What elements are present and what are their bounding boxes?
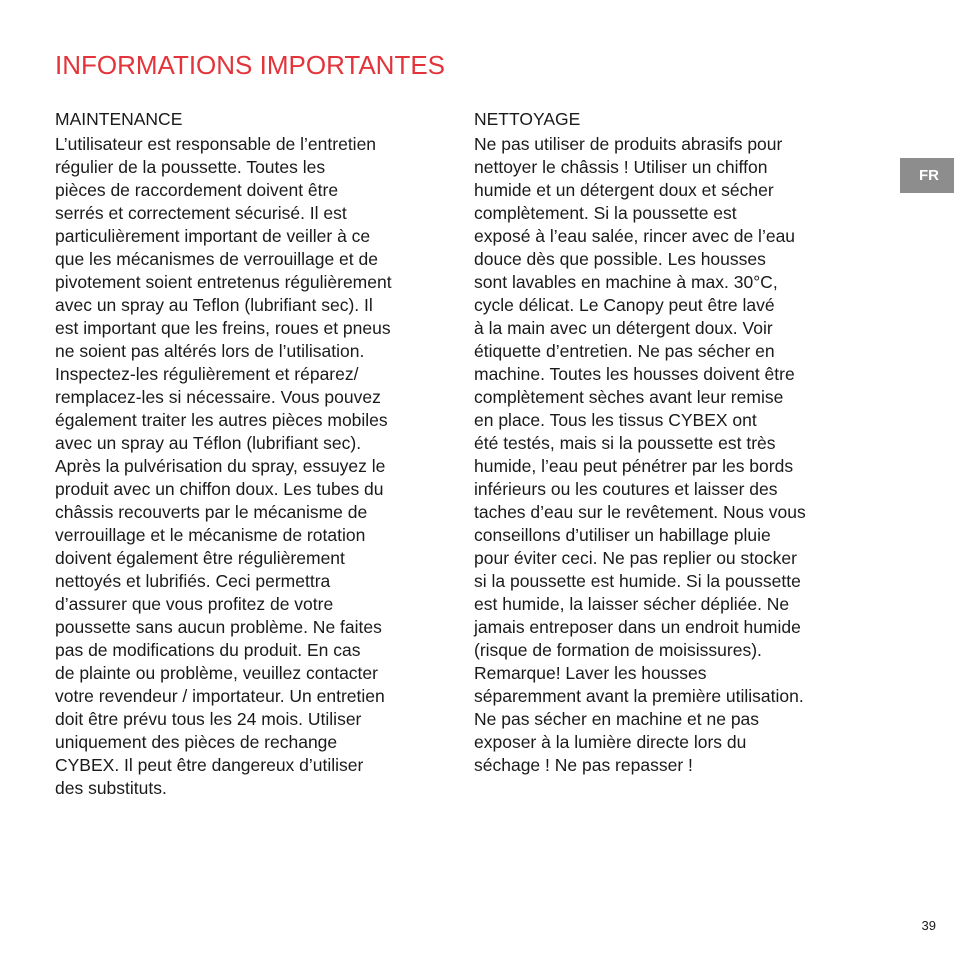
nettoyage-line: est humide, la laisser sécher dépliée. Ne (474, 594, 790, 614)
nettoyage-line: sont lavables en machine à max. 30°C, (474, 272, 778, 292)
nettoyage-body (474, 133, 859, 777)
nettoyage-line: Ne pas utiliser de produits abrasifs pour (474, 134, 783, 154)
maintenance-line: verrouillage et le mécanisme de rotation (55, 525, 366, 545)
nettoyage-line: humide et un détergent doux et sécher (474, 180, 774, 200)
page-number: 39 (921, 918, 936, 933)
maintenance-line: particulièrement important de veiller à ce (55, 226, 371, 246)
page-title: INFORMATIONS IMPORTANTES (55, 50, 446, 80)
nettoyage-line: Remarque! Laver les housses (474, 663, 707, 683)
nettoyage-line: cycle délicat. Le Canopy peut être lavé (474, 295, 775, 315)
maintenance-line: ne soient pas altérés lors de l’utilisation. (55, 341, 365, 361)
maintenance-line: châssis recouverts par le mécanisme de (55, 502, 368, 522)
maintenance-line: votre revendeur / importateur. Un entretien (55, 686, 385, 706)
nettoyage-line: si la poussette est humide. Si la poussette (474, 571, 801, 591)
maintenance-line: remplacez-les si nécessaire. Vous pouvez (55, 387, 381, 407)
nettoyage-line: inférieurs ou les coutures et laisser des (474, 479, 778, 499)
nettoyage-line: été testés, mais si la poussette est très (474, 433, 776, 453)
maintenance-line: nettoyés et lubrifiés. Ceci permettra (55, 571, 331, 591)
nettoyage-line: (risque de formation de moisissures). (474, 640, 762, 660)
nettoyage-line: complètement. Si la poussette est (474, 203, 737, 223)
nettoyage-line: taches d’eau sur le revêtement. Nous vous (474, 502, 806, 522)
maintenance-line: également traiter les autres pièces mobiles (55, 410, 388, 430)
maintenance-line: L’utilisateur est responsable de l’entretien (55, 134, 377, 154)
nettoyage-line: machine. Toutes les housses doivent être (474, 364, 795, 384)
maintenance-line: Inspectez-les régulièrement et réparez/ (55, 364, 359, 384)
nettoyage-line: conseillons d’utiliser un habillage pluie (474, 525, 771, 545)
nettoyage-line: séparemment avant la première utilisation. (474, 686, 804, 706)
maintenance-line: produit avec un chiffon doux. Les tubes du (55, 479, 384, 499)
maintenance-line: que les mécanismes de verrouillage et de (55, 249, 378, 269)
nettoyage-heading: NETTOYAGE (474, 109, 581, 129)
nettoyage-line: séchage ! Ne pas repasser ! (474, 755, 693, 775)
maintenance-line: régulier de la poussette. Toutes les (55, 157, 326, 177)
maintenance-body (55, 133, 440, 800)
maintenance-line: avec un spray au Teflon (lubrifiant sec). Il (55, 295, 373, 315)
nettoyage-line: pour éviter ceci. Ne pas replier ou stocker (474, 548, 797, 568)
maintenance-section (55, 106, 440, 800)
nettoyage-line: nettoyer le châssis ! Utiliser un chiffon (474, 157, 768, 177)
maintenance-line: est important que les freins, roues et pneus (55, 318, 391, 338)
nettoyage-line: complètement sèches avant leur remise (474, 387, 784, 407)
nettoyage-line: en place. Tous les tissus CYBEX ont (474, 410, 757, 430)
maintenance-line: doit être prévu tous les 24 mois. Utiliser (55, 709, 362, 729)
maintenance-heading: MAINTENANCE (55, 109, 183, 129)
nettoyage-line: douce dès que possible. Les housses (474, 249, 766, 269)
maintenance-line: d’assurer que vous profitez de votre (55, 594, 334, 614)
nettoyage-line: exposé à l’eau salée, rincer avec de l’eau (474, 226, 796, 246)
maintenance-line: de plainte ou problème, veuillez contacter (55, 663, 378, 683)
nettoyage-line: humide, l’eau peut pénétrer par les bords (474, 456, 794, 476)
maintenance-line: serrés et correctement sécurisé. Il est (55, 203, 347, 223)
nettoyage-line: jamais entreposer dans un endroit humide (474, 617, 801, 637)
maintenance-line: doivent également être régulièrement (55, 548, 345, 568)
maintenance-line: pas de modifications du produit. En cas (55, 640, 361, 660)
nettoyage-line: étiquette d’entretien. Ne pas sécher en (474, 341, 775, 361)
nettoyage-line: à la main avec un détergent doux. Voir (474, 318, 773, 338)
nettoyage-line: exposer à la lumière directe lors du (474, 732, 747, 752)
maintenance-line: avec un spray au Téflon (lubrifiant sec). (55, 433, 362, 453)
maintenance-line: poussette sans aucun problème. Ne faites (55, 617, 382, 637)
maintenance-line: uniquement des pièces de rechange (55, 732, 338, 752)
nettoyage-line: Ne pas sécher en machine et ne pas (474, 709, 760, 729)
maintenance-line: des substituts. (55, 778, 167, 798)
nettoyage-section (474, 106, 859, 777)
language-tab: FR (900, 158, 954, 193)
maintenance-line: CYBEX. Il peut être dangereux d’utiliser (55, 755, 364, 775)
maintenance-line: pièces de raccordement doivent être (55, 180, 339, 200)
maintenance-line: pivotement soient entretenus régulièrement (55, 272, 392, 292)
maintenance-line: Après la pulvérisation du spray, essuyez le (55, 456, 386, 476)
